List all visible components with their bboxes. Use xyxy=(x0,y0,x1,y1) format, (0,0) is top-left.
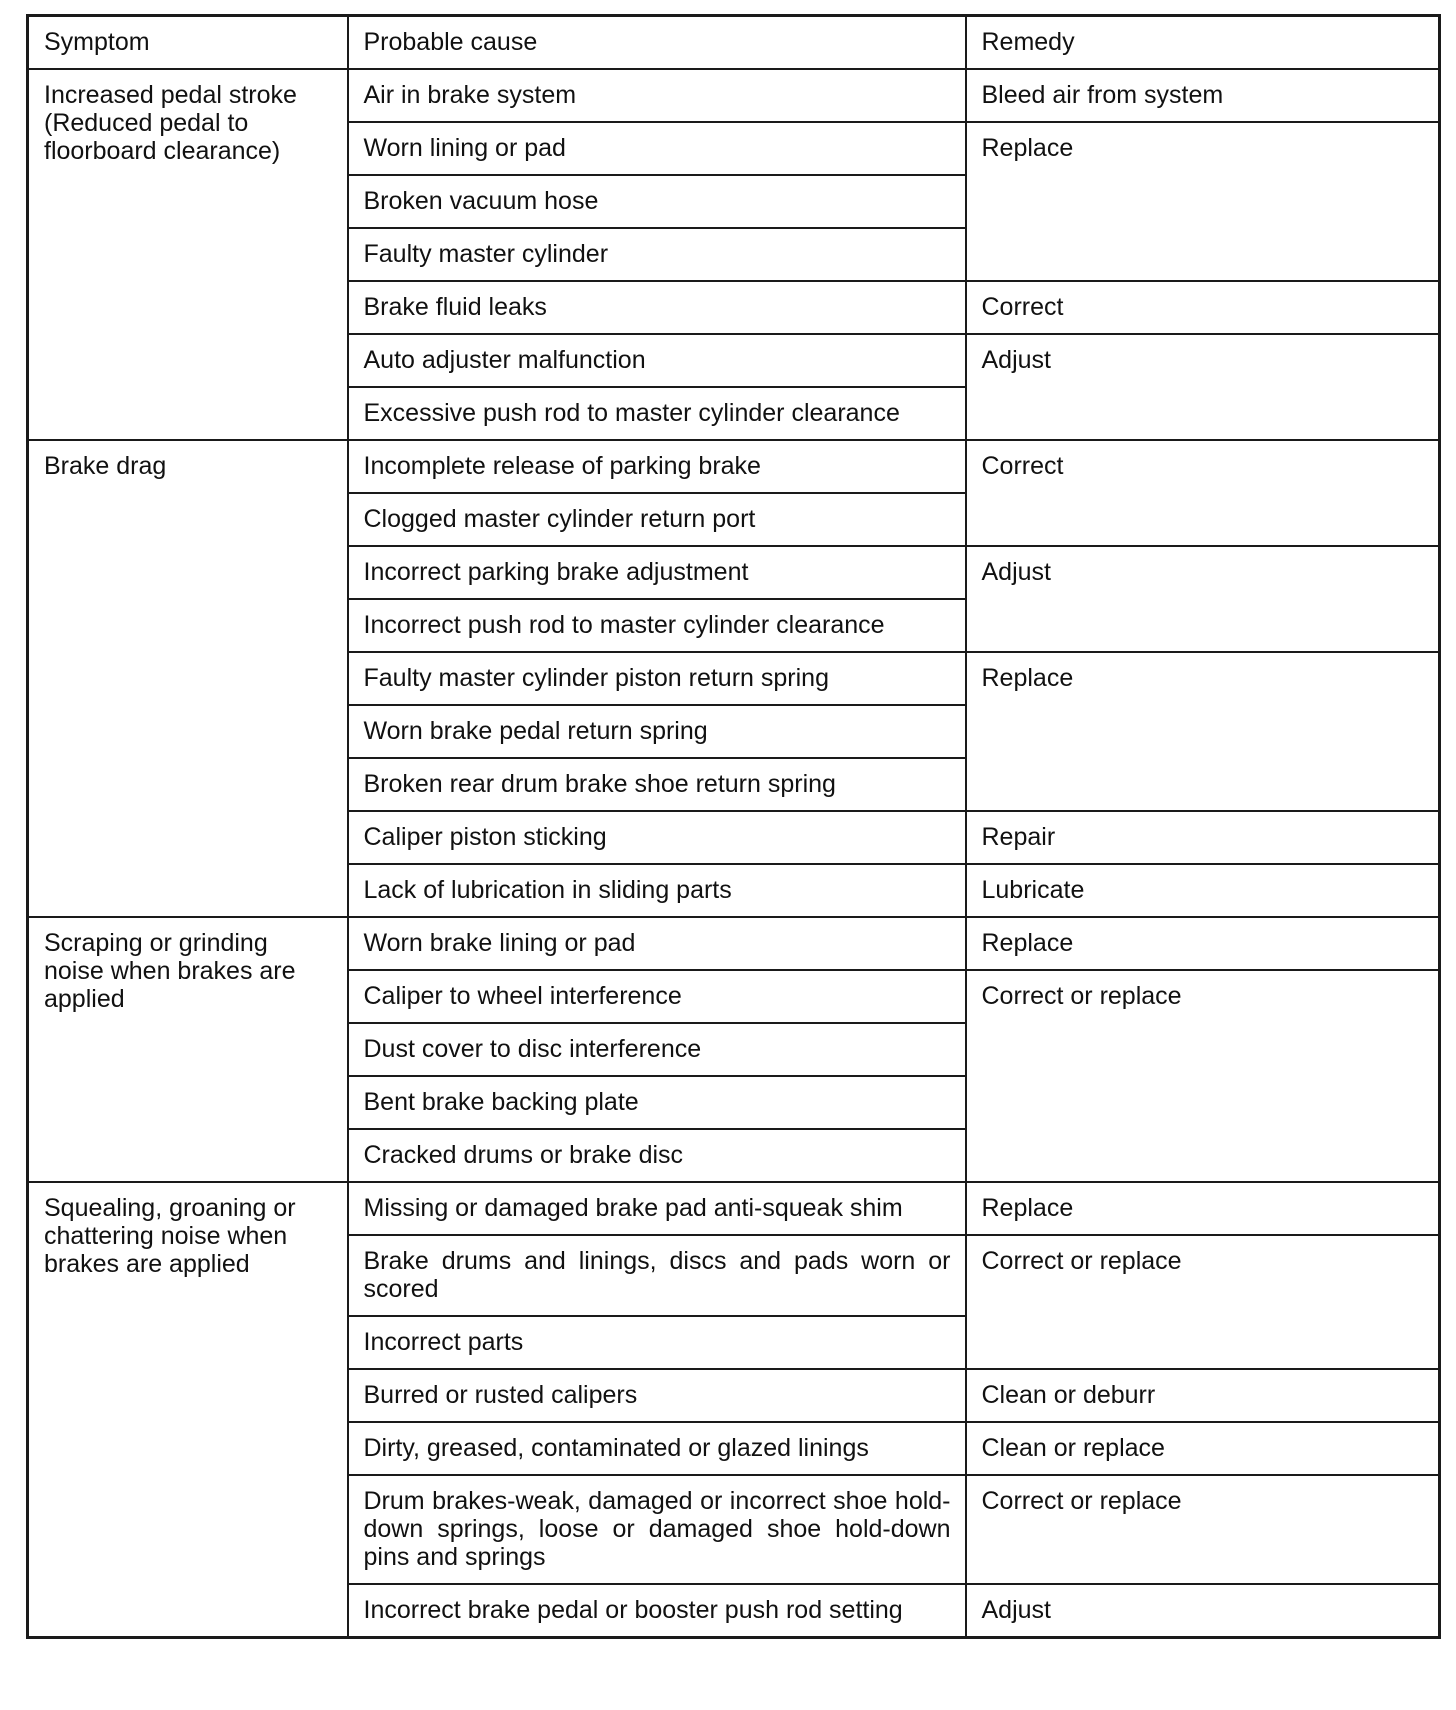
table-row xyxy=(28,917,1440,970)
cause-cell: Burred or rusted calipers xyxy=(348,1369,966,1422)
header-row xyxy=(28,16,1440,70)
remedy-cell: Correct or replace xyxy=(966,1235,1440,1369)
cause-cell: Broken rear drum brake shoe return spring xyxy=(348,758,966,811)
cause-cell: Broken vacuum hose xyxy=(348,175,966,228)
remedy-cell: Adjust xyxy=(966,1584,1440,1638)
remedy-cell: Adjust xyxy=(966,546,1440,652)
cause-cell: Bent brake backing plate xyxy=(348,1076,966,1129)
cause-cell: Clogged master cylinder return port xyxy=(348,493,966,546)
cause-cell: Caliper to wheel interference xyxy=(348,970,966,1023)
remedy-cell: Clean or replace xyxy=(966,1422,1440,1475)
remedy-cell: Correct or replace xyxy=(966,970,1440,1182)
cause-cell: Faulty master cylinder piston return spring xyxy=(348,652,966,705)
brake-troubleshooting-table xyxy=(26,14,1441,1639)
cause-cell: Cracked drums or brake disc xyxy=(348,1129,966,1182)
cause-cell: Brake fluid leaks xyxy=(348,281,966,334)
cause-cell: Lack of lubrication in sliding parts xyxy=(348,864,966,917)
cause-cell: Incorrect parking brake adjustment xyxy=(348,546,966,599)
remedy-cell: Replace xyxy=(966,122,1440,281)
cause-cell: Auto adjuster malfunction xyxy=(348,334,966,387)
table-row xyxy=(28,1182,1440,1235)
cause-cell: Missing or damaged brake pad anti-squeak shim xyxy=(348,1182,966,1235)
header-remedy: Remedy xyxy=(966,16,1440,70)
remedy-cell: Adjust xyxy=(966,334,1440,440)
remedy-cell: Replace xyxy=(966,1182,1440,1235)
cause-cell: Incorrect push rod to master cylinder clearance xyxy=(348,599,966,652)
cause-cell: Faulty master cylinder xyxy=(348,228,966,281)
remedy-cell: Replace xyxy=(966,652,1440,811)
table-row xyxy=(28,69,1440,122)
remedy-cell: Repair xyxy=(966,811,1440,864)
cause-cell: Incorrect brake pedal or booster push rod setting xyxy=(348,1584,966,1638)
table-row xyxy=(28,440,1440,493)
cause-cell: Worn brake pedal return spring xyxy=(348,705,966,758)
remedy-cell: Clean or deburr xyxy=(966,1369,1440,1422)
symptom-cell: Squealing, groaning or chattering noise when brakes are applied xyxy=(28,1182,348,1638)
symptom-cell: Scraping or grinding noise when brakes are applied xyxy=(28,917,348,1182)
remedy-cell: Lubricate xyxy=(966,864,1440,917)
symptom-cell: Brake drag xyxy=(28,440,348,917)
remedy-cell: Correct or replace xyxy=(966,1475,1440,1584)
cause-cell: Incomplete release of parking brake xyxy=(348,440,966,493)
cause-cell: Drum brakes-weak, damaged or incorrect shoe hold-down springs, loose or damaged shoe hold-down pins and springs xyxy=(348,1475,966,1584)
remedy-cell: Correct xyxy=(966,440,1440,546)
header-probable-cause: Probable cause xyxy=(348,16,966,70)
cause-cell: Dust cover to disc interference xyxy=(348,1023,966,1076)
cause-cell: Brake drums and linings, discs and pads worn or scored xyxy=(348,1235,966,1316)
header-symptom: Symptom xyxy=(28,16,348,70)
remedy-cell: Bleed air from system xyxy=(966,69,1440,122)
cause-cell: Caliper piston sticking xyxy=(348,811,966,864)
cause-cell: Worn brake lining or pad xyxy=(348,917,966,970)
cause-cell: Incorrect parts xyxy=(348,1316,966,1369)
symptom-cell: Increased pedal stroke (Reduced pedal to floorboard clearance) xyxy=(28,69,348,440)
troubleshooting-page xyxy=(26,14,1438,1639)
cause-cell: Air in brake system xyxy=(348,69,966,122)
cause-cell: Dirty, greased, contaminated or glazed linings xyxy=(348,1422,966,1475)
remedy-cell: Correct xyxy=(966,281,1440,334)
remedy-cell: Replace xyxy=(966,917,1440,970)
cause-cell: Excessive push rod to master cylinder clearance xyxy=(348,387,966,440)
cause-cell: Worn lining or pad xyxy=(348,122,966,175)
